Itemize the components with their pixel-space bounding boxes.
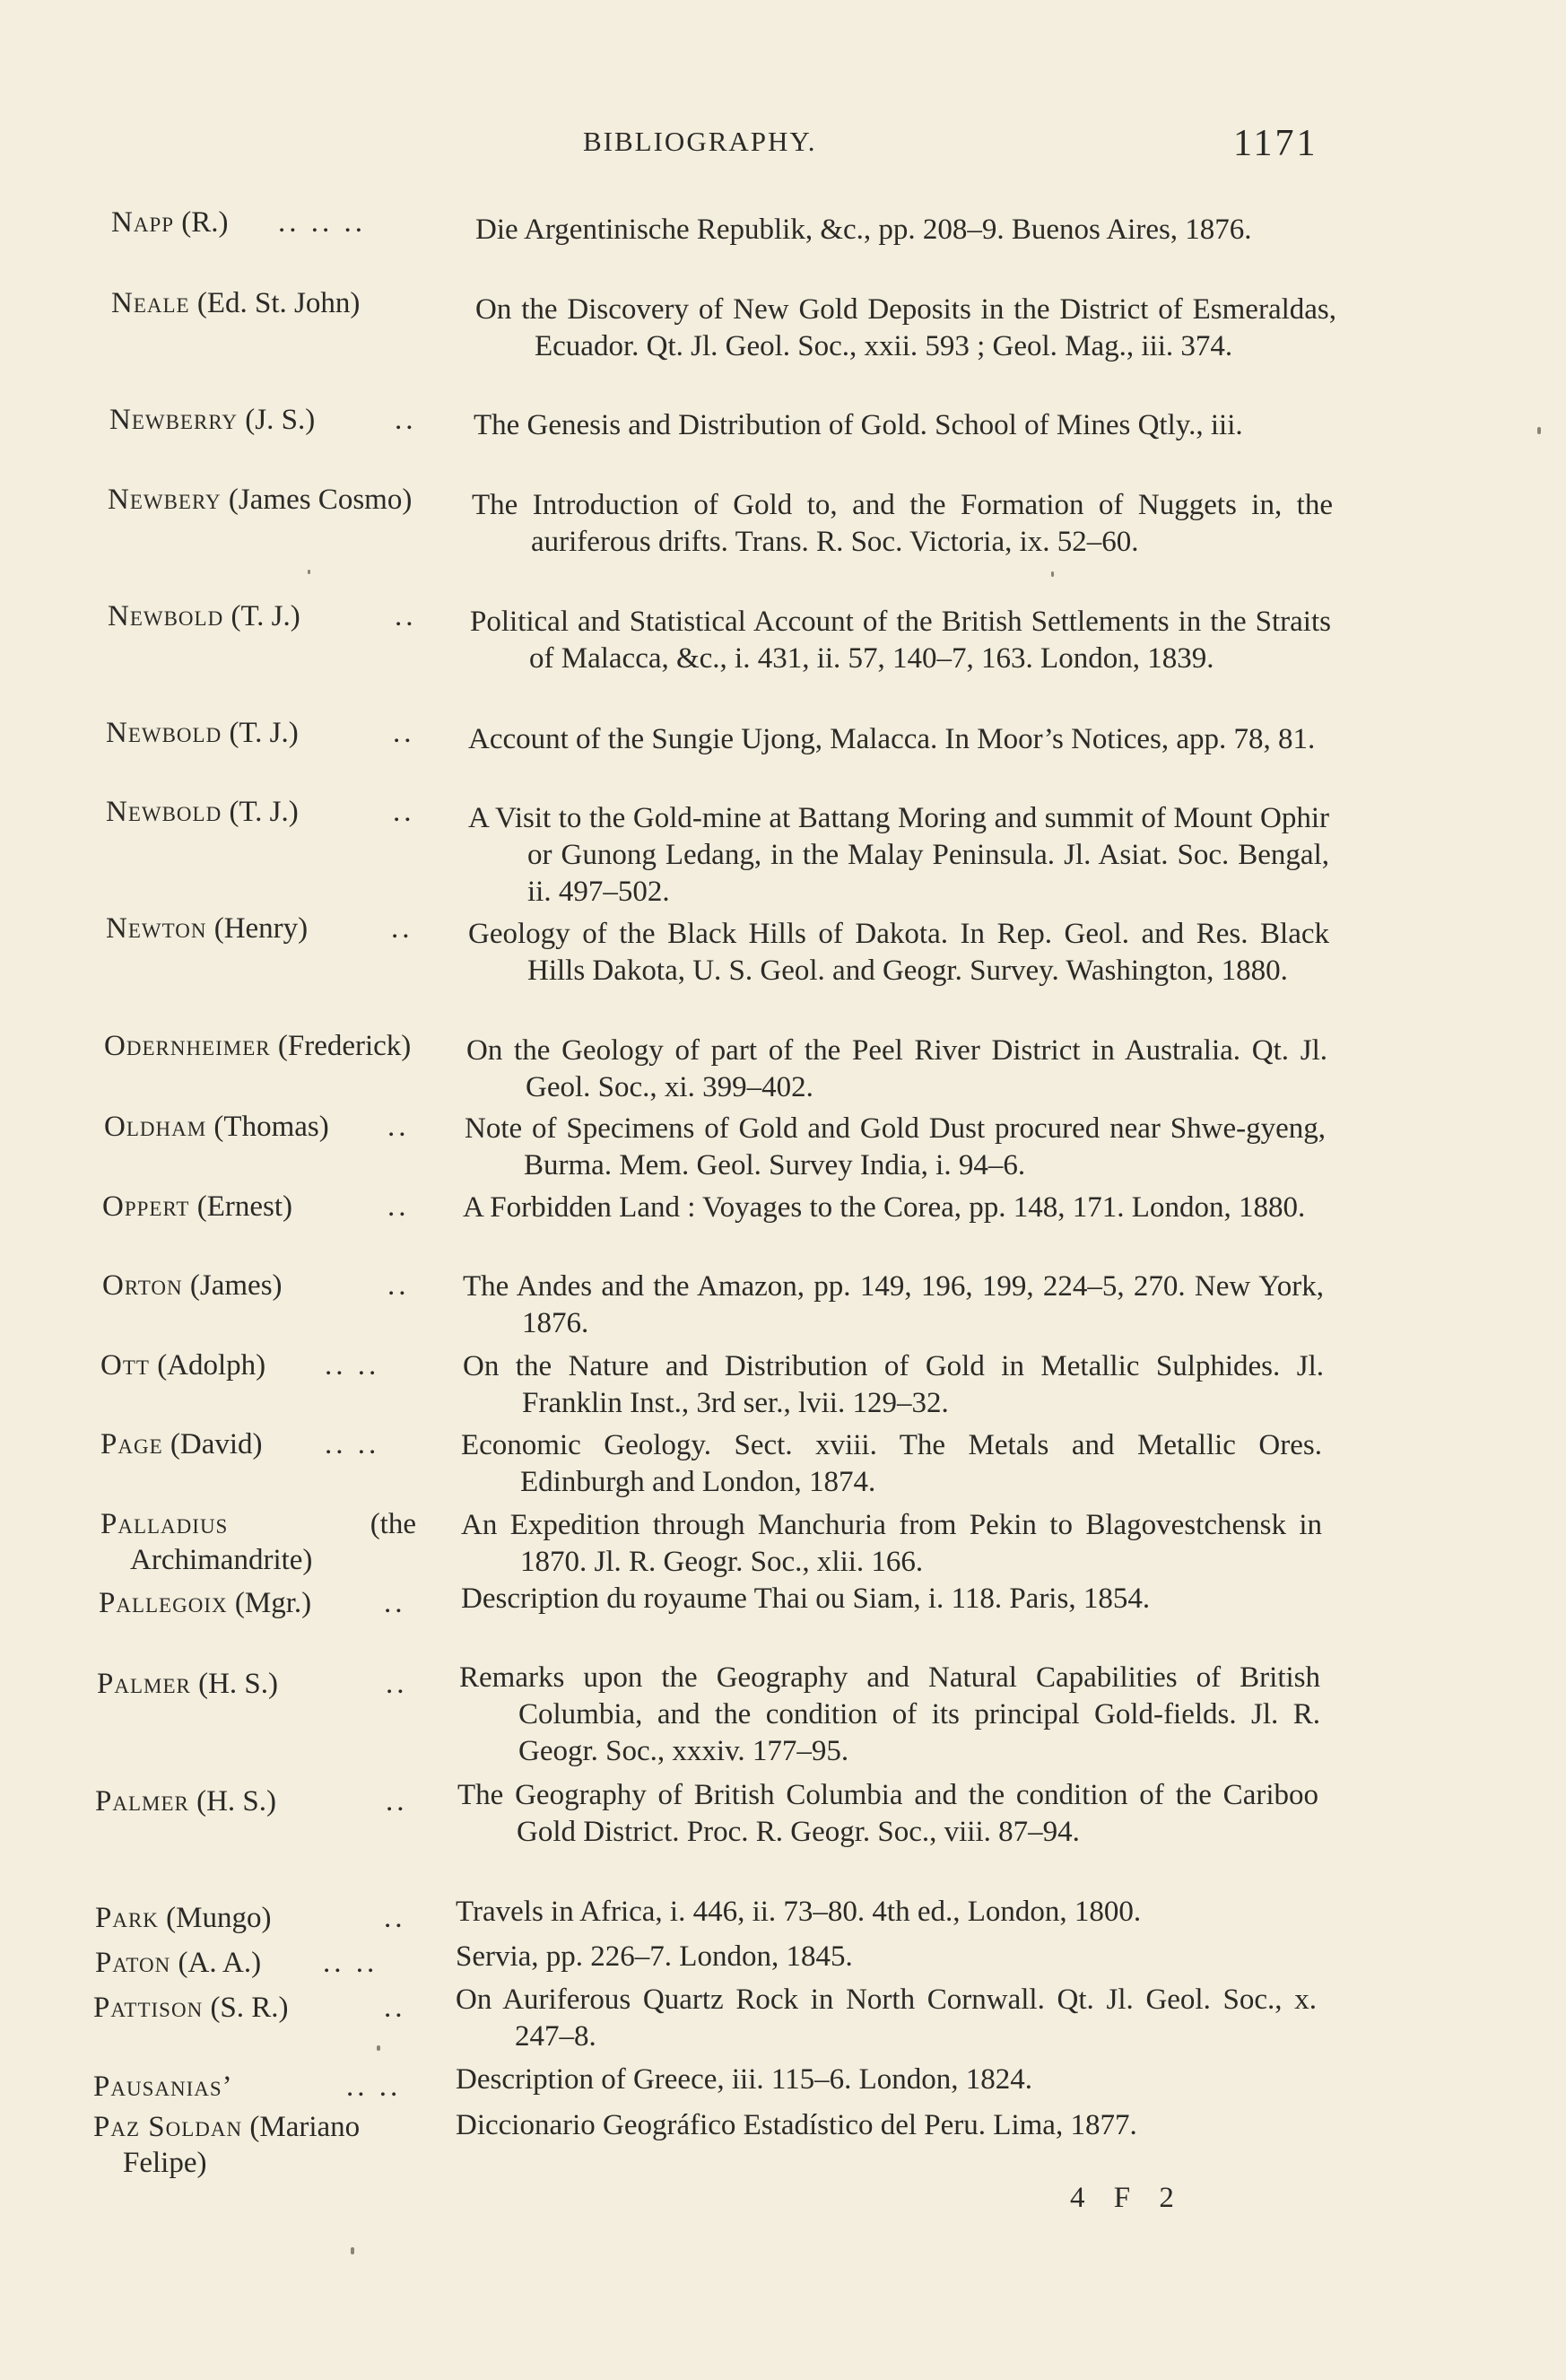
dot-leader: .. bbox=[384, 1992, 406, 2024]
running-header bbox=[0, 123, 1566, 170]
author-surname: Orton bbox=[102, 1269, 183, 1302]
author-surname: Newberry bbox=[109, 404, 239, 436]
entry-work: The Andes and the Amazon, pp. 149, 196, 199, 224–5, 270. New York, 1876. bbox=[463, 1270, 1324, 1339]
author-given: (T. J.) bbox=[223, 600, 300, 632]
entry-author bbox=[100, 1506, 416, 1578]
dot-leader: .. bbox=[395, 600, 417, 632]
dot-leader: .. bbox=[387, 1269, 410, 1302]
author-surname: Palladius bbox=[100, 1508, 229, 1540]
entry-work: The Geography of British Columbia and the condition of the Cariboo Gold District. Proc. R. Geogr. Soc., viii. 87–94. bbox=[457, 1779, 1318, 1848]
dot-leader: .. bbox=[395, 404, 417, 436]
entry-author bbox=[109, 402, 432, 438]
dot-leader: .. bbox=[387, 1111, 410, 1143]
entry-author bbox=[108, 598, 431, 634]
paper-speck bbox=[1051, 571, 1054, 577]
running-title: BIBLIOGRAPHY. bbox=[583, 126, 817, 157]
author-surname: Paton bbox=[95, 1947, 171, 1979]
author-given: (A. A.) bbox=[170, 1947, 262, 1979]
entry-author bbox=[102, 1189, 425, 1225]
page-number: 1171 bbox=[1233, 123, 1318, 164]
entry-work: Note of Specimens of Gold and Gold Dust procured near Shwe-gyeng, Burma. Mem. Geol. Survey India, i. 94–6. bbox=[465, 1112, 1326, 1181]
entry-author bbox=[104, 1028, 427, 1064]
entry-work: A Visit to the Gold-mine at Battang Moring and summit of Mount Ophir or Gunong Ledang, in the Malay Peninsula. Jl. Asiat. Soc. Bengal, ii. 497–502. bbox=[468, 802, 1329, 908]
entry-work: Travels in Africa, i. 446, ii. 73–80. 4th ed., London, 1800. bbox=[456, 1896, 1142, 1928]
dot-leader: .. .. .. bbox=[278, 206, 366, 239]
entry-author bbox=[95, 1900, 418, 1936]
dot-leader: .. bbox=[386, 1668, 408, 1700]
entry-work: On the Nature and Distribution of Gold in Metallic Sulphides. Jl. Franklin Inst., 3rd ser., lvii. 129–32. bbox=[463, 1350, 1324, 1419]
author-given: (Mgr.) bbox=[227, 1587, 312, 1619]
entry-author bbox=[93, 2109, 427, 2181]
author-surname: Pallegoix bbox=[99, 1587, 228, 1619]
paper-speck bbox=[1537, 427, 1541, 434]
author-surname: Napp bbox=[111, 206, 175, 239]
dot-leader: .. bbox=[387, 1190, 410, 1223]
author-surname: Pattison bbox=[93, 1992, 204, 2024]
author-given: (Henry) bbox=[206, 912, 309, 945]
dot-leader: .. bbox=[384, 1587, 406, 1619]
author-given: (Ernest) bbox=[189, 1190, 293, 1223]
entry-author bbox=[111, 285, 427, 321]
entry-author bbox=[95, 1783, 418, 1819]
entry-author bbox=[99, 1585, 422, 1621]
dot-leader: .. bbox=[391, 912, 413, 945]
author-given: (H. S.) bbox=[190, 1668, 279, 1700]
entry-work: Die Argentinische Republik, &c., pp. 208–9. Buenos Aires, 1876. bbox=[475, 214, 1252, 246]
author-surname: Newton bbox=[106, 912, 207, 945]
author-given: (T. J.) bbox=[222, 796, 299, 828]
author-surname: Park bbox=[95, 1902, 159, 1934]
entry-work: Description du royaume Thai ou Siam, i. 118. Paris, 1854. bbox=[461, 1582, 1151, 1615]
author-surname: Pausanias’ bbox=[93, 2071, 233, 2103]
entry-author bbox=[102, 1268, 425, 1303]
author-given: (Mungo) bbox=[158, 1902, 272, 1934]
entry-work: On the Discovery of New Gold Deposits in the District of Esmeraldas, Ecuador. Qt. Jl. Geol. Soc., xxii. 593 ; Geol. Mag., iii. 374. bbox=[475, 293, 1336, 362]
author-surname: Palmer bbox=[97, 1668, 191, 1700]
author-given: (James) bbox=[182, 1269, 283, 1302]
dot-leader: .. bbox=[386, 1785, 408, 1818]
entry-work: Servia, pp. 226–7. London, 1845. bbox=[456, 1940, 853, 1973]
signature-mark: 4 F 2 bbox=[1070, 2182, 1185, 2214]
author-surname: Newbold bbox=[106, 796, 222, 828]
author-surname: Newbold bbox=[106, 717, 222, 749]
author-surname: Odernheimer bbox=[104, 1030, 271, 1062]
author-given: (Thomas) bbox=[206, 1111, 329, 1143]
author-given: (S. R.) bbox=[203, 1992, 289, 2024]
entry-work: Remarks upon the Geography and Natural Capabilities of British Columbia, and the condition of its principal Gold-fields. Jl. R. Geogr. Soc., xxxiv. 177–95. bbox=[459, 1661, 1320, 1767]
author-surname: Oldham bbox=[104, 1111, 207, 1143]
author-surname: Neale bbox=[111, 287, 190, 319]
author-surname: Palmer bbox=[95, 1785, 189, 1818]
entry-work: Economic Geology. Sect. xviii. The Metals and Metallic Ores. Edinburgh and London, 1874. bbox=[461, 1429, 1322, 1498]
author-surname: Ott bbox=[100, 1349, 150, 1382]
entry-author bbox=[93, 1990, 416, 2026]
entry-work: An Expedition through Manchuria from Pekin to Blagovestchensk in 1870. Jl. R. Geogr. Soc., xlii. 166. bbox=[461, 1509, 1322, 1578]
author-given: (the Archimandrite) bbox=[130, 1508, 416, 1576]
entry-work: Diccionario Geográfico Estadístico del Peru. Lima, 1877. bbox=[456, 2109, 1137, 2141]
author-given: (Mariano Felipe) bbox=[123, 2111, 361, 2179]
dot-leader: .. .. bbox=[346, 2071, 402, 2103]
author-given: (H. S.) bbox=[188, 1785, 277, 1818]
dot-leader: .. .. bbox=[323, 1947, 378, 1979]
author-surname: Newbold bbox=[108, 600, 224, 632]
paper-speck bbox=[308, 570, 310, 574]
entry-work: Geology of the Black Hills of Dakota. In Rep. Geol. and Res. Black Hills Dakota, U. S. Geol. and Geogr. Survey. Washington, 1880. bbox=[468, 918, 1329, 987]
entry-author bbox=[104, 1109, 427, 1145]
entry-work: Political and Statistical Account of the British Settlements in the Straits of Malacca, &c., i. 431, ii. 57, 140–7, 163. London, 1839. bbox=[470, 606, 1331, 675]
author-given: (James Cosmo) bbox=[221, 484, 413, 516]
author-surname: Paz Soldan bbox=[93, 2111, 243, 2143]
author-given: (David) bbox=[162, 1428, 263, 1460]
author-surname: Oppert bbox=[102, 1190, 190, 1223]
entry-work: On the Geology of part of the Peel River District in Australia. Qt. Jl. Geol. Soc., xi. 399–402. bbox=[466, 1034, 1327, 1103]
entry-author bbox=[106, 794, 429, 830]
dot-leader: .. bbox=[393, 717, 415, 749]
entry-author bbox=[106, 911, 429, 946]
author-surname: Newbery bbox=[108, 484, 222, 516]
entry-work: A Forbidden Land : Voyages to the Corea, pp. 148, 171. London, 1880. bbox=[463, 1191, 1306, 1224]
author-given: (Ed. St. John) bbox=[189, 287, 361, 319]
entry-work: The Genesis and Distribution of Gold. School of Mines Qtly., iii. bbox=[474, 409, 1243, 441]
paper-speck bbox=[377, 2045, 380, 2051]
author-given: (Frederick) bbox=[270, 1030, 412, 1062]
entry-author bbox=[106, 715, 429, 751]
author-given: (J. S.) bbox=[238, 404, 316, 436]
entry-author bbox=[108, 482, 427, 518]
paper-speck bbox=[351, 2247, 354, 2254]
dot-leader: .. .. bbox=[325, 1349, 380, 1382]
author-given: (T. J.) bbox=[222, 717, 299, 749]
author-surname: Page bbox=[100, 1428, 163, 1460]
dot-leader: .. bbox=[393, 796, 415, 828]
entry-work: Description of Greece, iii. 115–6. London, 1824. bbox=[456, 2063, 1033, 2096]
entry-work: The Introduction of Gold to, and the Formation of Nuggets in, the auriferous drifts. Trans. R. Soc. Victoria, ix. 52–60. bbox=[472, 489, 1333, 558]
author-given: (R.) bbox=[174, 206, 229, 239]
entry-author bbox=[97, 1666, 420, 1702]
author-given: (Adolph) bbox=[149, 1349, 266, 1382]
dot-leader: .. bbox=[384, 1902, 406, 1934]
entry-author bbox=[111, 205, 434, 240]
entry-work: On Auriferous Quartz Rock in North Cornwall. Qt. Jl. Geol. Soc., x. 247–8. bbox=[456, 1983, 1317, 2053]
entry-work: Account of the Sungie Ujong, Malacca. In Moor’s Notices, app. 78, 81. bbox=[468, 723, 1316, 755]
dot-leader: .. .. bbox=[325, 1428, 380, 1460]
